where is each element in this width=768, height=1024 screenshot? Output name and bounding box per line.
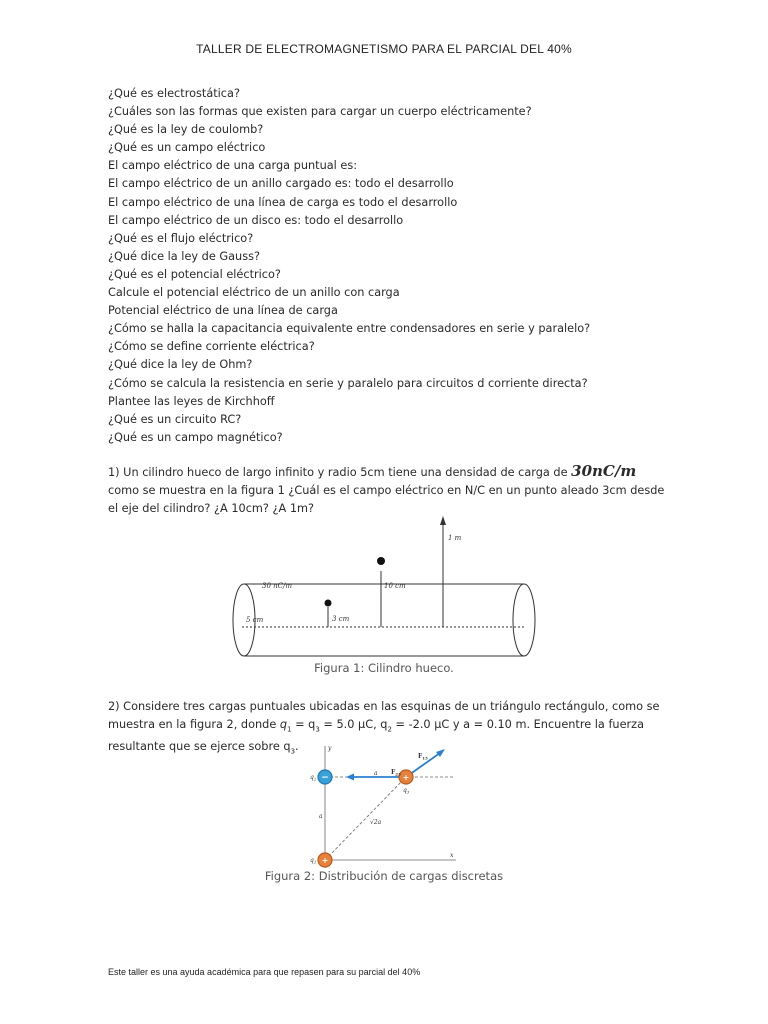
question-item: ¿Qué es la ley de coulomb? (108, 123, 264, 137)
f13-label: $F_{13}$ (418, 753, 428, 761)
q2-value: = -2.0 μC y a = 0.10 m. Encuentre la fuerza resultante que se ejerce sobre q (108, 718, 645, 754)
problem-2-end: . (295, 740, 299, 754)
diagonal-label: √2a (370, 819, 382, 826)
problem-2-text: 2) Considere tres cargas puntuales ubicadas en las esquinas de un triángulo rectángulo, como se muestra en la figura 2, donde (108, 700, 660, 731)
question-item: ¿Cómo se define corriente eléctrica? (108, 340, 315, 354)
figure-2-charge-distribution (302, 744, 462, 868)
q3-subscript: 3 (315, 725, 320, 734)
q1-label: $q_1$ (310, 857, 317, 865)
question-item: ¿Cuáles son las formas que existen para cargar un cuerpo eléctricamente? (108, 105, 532, 119)
question-item: El campo eléctrico de un anillo cargado es: todo el desarrollo (108, 177, 454, 191)
q2-label: $q_2$ (310, 774, 317, 782)
x-axis-label: x (450, 852, 454, 859)
figure-1-hollow-cylinder (226, 512, 546, 658)
question-item: ¿Qué dice la ley de Ohm? (108, 358, 253, 372)
charge-density-value: 30nC/m (571, 462, 637, 480)
question-item: ¿Qué es un circuito RC? (108, 412, 242, 426)
f23-label: $F_{23}$ (391, 769, 401, 777)
problem-1-text: 1) Un cilindro hueco de largo infinito y radio 5cm tiene una densidad de carga de (108, 466, 572, 479)
question-item: El campo eléctrico de un disco es: todo el desarrollo (108, 213, 404, 227)
distance-3cm-label: 3 cm (332, 615, 350, 623)
problem-1-text-cont: como se muestra en la figura 1 ¿Cuál es el campo eléctrico en N/C en un punto aleado 3cm desde el eje del cilindro? ¿A 10cm? ¿A 1m? (108, 484, 665, 515)
q3-sign: + (402, 773, 410, 782)
question-item: ¿Qué es un campo magnético? (108, 430, 283, 444)
question-item: ¿Cómo se halla la capacitancia equivalente entre condensadores en serie y paralelo? (108, 322, 591, 336)
side-a-left-label: a (319, 813, 323, 820)
question-item: ¿Qué es el potencial eléctrico? (108, 267, 281, 281)
distance-1m-label: 1 m (448, 534, 462, 542)
distance-10cm-label: 10 cm (384, 582, 406, 590)
q1-value: = 5.0 μC, q (319, 718, 388, 731)
q1-symbol: q (279, 718, 288, 731)
side-a-top-label: a (374, 770, 378, 777)
problem-1 (108, 462, 668, 518)
q-equality: = q (291, 718, 316, 731)
question-list (108, 85, 590, 447)
q3-label: $q_3$ (403, 787, 410, 795)
question-item: ¿Cómo se calcula la resistencia en serie y paralelo para circuitos d corriente directa? (108, 376, 588, 390)
question-item: ¿Qué es el flujo eléctrico? (108, 231, 254, 245)
y-axis-label: y (328, 745, 332, 752)
q1-subscript: 1 (287, 725, 292, 734)
page-title: TALLER DE ELECTROMAGNETISMO PARA EL PARCIAL DEL 40% (196, 42, 572, 56)
question-item: ¿Qué es electrostática? (108, 87, 240, 100)
question-item: Calcule el potencial eléctrico de un anillo con carga (108, 286, 400, 300)
question-item: Potencial eléctrico de una línea de carga (108, 304, 338, 318)
figure-2-caption: Figura 2: Distribución de cargas discretas (264, 869, 504, 883)
q2-sign: − (321, 773, 329, 783)
figure-1-caption: Figura 1: Cilindro hueco. (314, 661, 454, 675)
q3-end-subscript: 3 (290, 747, 296, 756)
footer-note: Este taller es una ayuda académica para que repasen para su parcial del 40% (108, 967, 421, 977)
question-item: El campo eléctrico de una línea de carga es todo el desarrollo (108, 195, 458, 209)
radius-label: 5 cm (246, 616, 264, 624)
question-item: El campo eléctrico de una carga puntual es: (108, 159, 358, 173)
question-item: Plantee las leyes de Kirchhoff (108, 394, 275, 408)
density-label: 30 nC/m (262, 582, 292, 590)
question-item: ¿Qué es un campo eléctrico (108, 141, 266, 155)
q2-subscript: 2 (387, 725, 392, 734)
question-item: ¿Qué dice la ley de Gauss? (108, 249, 260, 263)
q1-sign: + (321, 856, 329, 865)
